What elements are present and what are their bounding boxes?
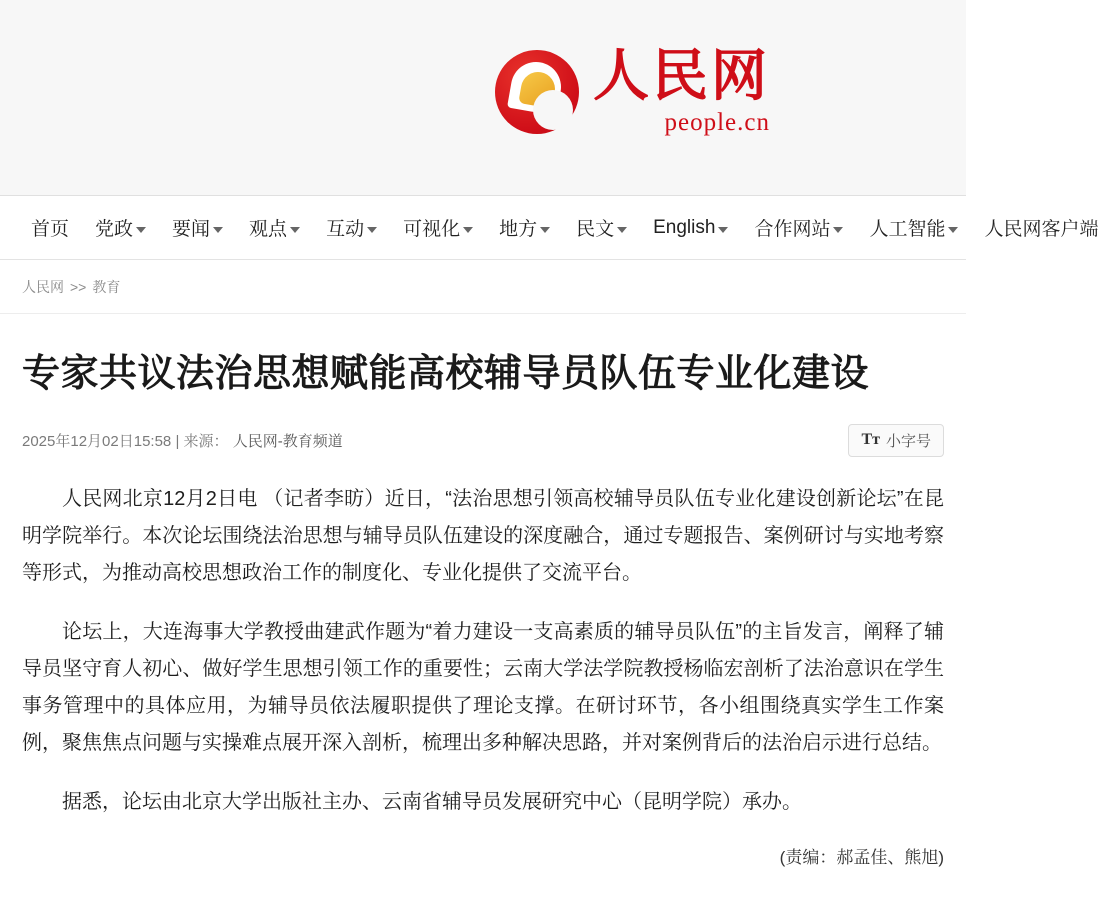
chevron-down-icon [367,227,377,233]
chevron-down-icon [833,227,843,233]
article-paragraph: 论坛上，大连海事大学教授曲建武作题为“着力建设一支高素质的辅导员队伍”的主旨发言，阐释了辅导员坚守育人初心、做好学生思想引领工作的重要性；云南大学法学院教授杨临宏剖析了法治意识在学生事务管理中的具体应用，为辅导员依法履职提供了理论支撑。在研讨环节，各小组围绕真实学生工作案例，聚焦焦点问题与实操难点展开深入剖析，梳理出多种解决思路，并对案例背后的法治启示进行总结。 [22,621,944,755]
chevron-down-icon [463,227,473,233]
site-logo[interactable] [495,48,770,137]
main-nav [0,196,1099,260]
breadcrumb-home-link[interactable]: 人民网 [22,278,64,295]
nav-item-hudong[interactable] [313,214,390,241]
nav-label: 地方 [499,219,538,240]
nav-label: 互动 [326,219,365,240]
article-body [22,481,944,821]
nav-label: 首页 [31,219,70,240]
logo-title-en: people.cn [664,108,770,136]
nav-label: 合作网站 [754,219,831,240]
nav-label: 民文 [576,219,615,240]
people-cn-logo-icon [495,50,579,134]
article-paragraph: 人民网北京12月2日电 （记者李昉）近日，“法治思想引领高校辅导员队伍专业化建设创新论坛”在昆明学院举行。本次论坛围绕法治思想与辅导员队伍建设的深度融合，通过专题报告、案例研讨与实地考察等形式，为推动高校思想政治工作的制度化、专业化提供了交流平台。 [22,488,944,585]
nav-item-yaowen[interactable] [159,214,236,241]
meta-divider: | [175,432,184,450]
article-meta [22,425,944,455]
chevron-down-icon [617,227,627,233]
chevron-down-icon [136,227,146,233]
nav-item-difang[interactable] [486,214,563,241]
nav-label: 观点 [249,219,288,240]
nav-item-dangzheng[interactable] [82,214,159,241]
font-size-icon: Tт [861,431,880,449]
article-meta-left [22,430,343,451]
font-size-label: 小字号 [885,432,931,450]
logo-title-cn: 人民网 [593,46,770,108]
breadcrumb-separator: >> [70,278,87,295]
chevron-down-icon [290,227,300,233]
logo-text [593,48,770,137]
page-title: 专家共议法治思想赋能高校辅导员队伍专业化建设 [22,353,870,395]
chevron-down-icon [540,227,550,233]
chevron-down-icon [213,227,223,233]
nav-label: 人工智能 [869,219,946,240]
article-source-label: 来源： [183,432,229,450]
nav-label: 党政 [95,219,134,240]
nav-item-guandian[interactable] [236,214,313,241]
nav-item-app[interactable] [971,214,1111,241]
nav-label: 可视化 [403,219,461,240]
article-source-name: 人民网-教育频道 [232,432,343,450]
nav-item-home[interactable] [18,214,82,241]
masthead [0,0,966,196]
nav-item-partner-sites[interactable] [741,214,856,241]
article [0,350,966,882]
article-paragraph: 据悉，论坛由北京大学出版社主办、云南省辅导员发展研究中心（昆明学院）承办。 [62,791,802,814]
nav-item-keshihua[interactable] [390,214,486,241]
nav-label: 要闻 [172,219,211,240]
nav-label: English [653,216,716,238]
breadcrumb [0,260,966,314]
chevron-down-icon [948,227,958,233]
nav-item-english[interactable] [640,217,741,239]
breadcrumb-current-link[interactable]: 教育 [92,278,121,295]
nav-item-minwen[interactable] [563,214,640,241]
font-size-button[interactable] [848,424,944,457]
article-timestamp: 2025年12月02日15:58 [22,432,172,450]
nav-label: 人民网客户端 [984,219,1099,240]
nav-item-ai[interactable] [856,214,971,241]
article-editor-credit: (责编：郝孟佳、熊旭) [779,848,944,868]
chevron-down-icon [718,227,728,233]
